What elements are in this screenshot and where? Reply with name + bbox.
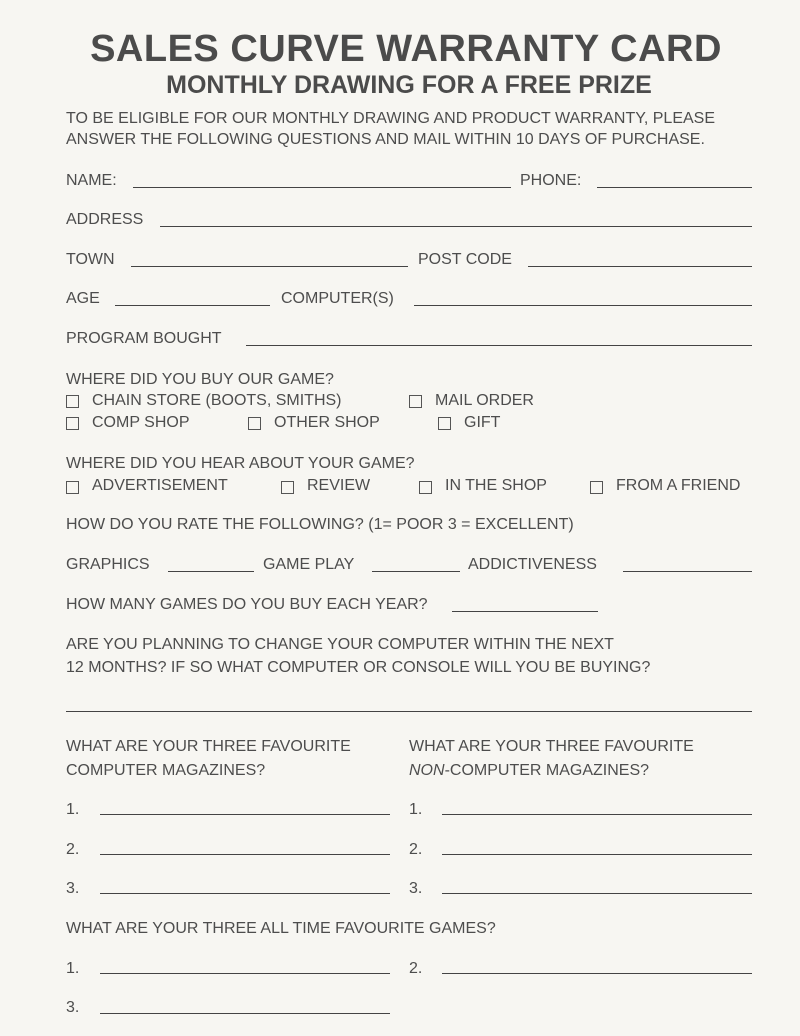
other-shop-checkbox[interactable] bbox=[248, 417, 261, 430]
review-checkbox[interactable] bbox=[281, 481, 294, 494]
noncomputer-magazine-2-field[interactable] bbox=[442, 854, 752, 855]
advertisement-checkbox[interactable] bbox=[66, 481, 79, 494]
change-computer-line-1: ARE YOU PLANNING TO CHANGE YOUR COMPUTER WITHIN THE NEXT bbox=[66, 636, 614, 653]
graphics-label: GRAPHICS bbox=[66, 556, 150, 573]
mail-order-label: MAIL ORDER bbox=[435, 392, 534, 409]
town-field[interactable] bbox=[131, 266, 408, 267]
name-label: NAME: bbox=[66, 172, 117, 189]
noncomputer-magazine-3-field[interactable] bbox=[442, 893, 752, 894]
noncomputer-mag-number-2: 2. bbox=[409, 841, 423, 858]
address-field[interactable] bbox=[160, 226, 752, 227]
where-hear-question: WHERE DID YOU HEAR ABOUT YOUR GAME? bbox=[66, 455, 415, 472]
mail-order-checkbox[interactable] bbox=[409, 395, 422, 408]
computer-magazines-question-2: COMPUTER MAGAZINES? bbox=[66, 762, 266, 779]
noncomputer-magazines-question-1: WHAT ARE YOUR THREE FAVOURITE bbox=[409, 738, 694, 755]
game-number-3: 3. bbox=[66, 999, 80, 1016]
computer-magazine-2-field[interactable] bbox=[100, 854, 390, 855]
computer-mag-number-3: 3. bbox=[66, 880, 80, 897]
computers-label: COMPUTER(S) bbox=[281, 290, 394, 307]
from-a-friend-checkbox[interactable] bbox=[590, 481, 603, 494]
comp-shop-checkbox[interactable] bbox=[66, 417, 79, 430]
computer-magazines-question-1: WHAT ARE YOUR THREE FAVOURITE bbox=[66, 738, 351, 755]
favourite-games-question: WHAT ARE YOUR THREE ALL TIME FAVOURITE GAMES? bbox=[66, 920, 496, 937]
comp-shop-label: COMP SHOP bbox=[92, 414, 190, 431]
favourite-game-1-field[interactable] bbox=[100, 973, 390, 974]
game-number-1: 1. bbox=[66, 960, 80, 977]
advertisement-label: ADVERTISEMENT bbox=[92, 477, 228, 494]
game-play-rating-field[interactable] bbox=[372, 571, 460, 572]
gift-label: GIFT bbox=[464, 414, 501, 431]
noncomputer-mag-number-1: 1. bbox=[409, 801, 423, 818]
chain-store-label: CHAIN STORE (BOOTS, SMITHS) bbox=[92, 392, 342, 409]
games-per-year-field[interactable] bbox=[452, 611, 598, 612]
noncomputer-magazines-rest: -COMPUTER MAGAZINES? bbox=[444, 762, 650, 779]
addictiveness-label: ADDICTIVENESS bbox=[468, 556, 597, 573]
computer-mag-number-1: 1. bbox=[66, 801, 80, 818]
game-number-2: 2. bbox=[409, 960, 423, 977]
town-label: TOWN bbox=[66, 251, 115, 268]
address-label: ADDRESS bbox=[66, 211, 144, 228]
program-bought-label: PROGRAM BOUGHT bbox=[66, 330, 222, 347]
in-the-shop-label: IN THE SHOP bbox=[445, 477, 547, 494]
noncomputer-magazines-question-2 bbox=[409, 762, 649, 780]
computers-field[interactable] bbox=[414, 305, 752, 306]
chain-store-checkbox[interactable] bbox=[66, 395, 79, 408]
games-per-year-question: HOW MANY GAMES DO YOU BUY EACH YEAR? bbox=[66, 596, 428, 613]
card-subtitle: MONTHLY DRAWING FOR A FREE PRIZE bbox=[166, 71, 652, 99]
other-shop-label: OTHER SHOP bbox=[274, 414, 380, 431]
post-code-label: POST CODE bbox=[418, 251, 512, 268]
in-the-shop-checkbox[interactable] bbox=[419, 481, 432, 494]
intro-line-2: ANSWER THE FOLLOWING QUESTIONS AND MAIL WITHIN 10 DAYS OF PURCHASE. bbox=[66, 131, 705, 148]
from-a-friend-label: FROM A FRIEND bbox=[616, 477, 741, 494]
rating-question: HOW DO YOU RATE THE FOLLOWING? (1= POOR 3 = EXCELLENT) bbox=[66, 516, 574, 533]
phone-field[interactable] bbox=[597, 187, 752, 188]
where-buy-question: WHERE DID YOU BUY OUR GAME? bbox=[66, 371, 334, 388]
computer-magazine-1-field[interactable] bbox=[100, 814, 390, 815]
card-title: SALES CURVE WARRANTY CARD bbox=[90, 28, 722, 70]
favourite-game-2-field[interactable] bbox=[442, 973, 752, 974]
post-code-field[interactable] bbox=[528, 266, 752, 267]
intro-line-1: TO BE ELIGIBLE FOR OUR MONTHLY DRAWING AND PRODUCT WARRANTY, PLEASE bbox=[66, 110, 716, 127]
change-computer-line-2: 12 MONTHS? IF SO WHAT COMPUTER OR CONSOLE WILL YOU BE BUYING? bbox=[66, 659, 651, 676]
computer-mag-number-2: 2. bbox=[66, 841, 80, 858]
program-bought-field[interactable] bbox=[246, 345, 752, 346]
age-label: AGE bbox=[66, 290, 100, 307]
graphics-rating-field[interactable] bbox=[168, 571, 254, 572]
change-computer-field[interactable] bbox=[66, 711, 752, 712]
noncomputer-mag-number-3: 3. bbox=[409, 880, 423, 897]
non-prefix: NON bbox=[409, 762, 445, 779]
noncomputer-magazine-1-field[interactable] bbox=[442, 814, 752, 815]
game-play-label: GAME PLAY bbox=[263, 556, 355, 573]
favourite-game-3-field[interactable] bbox=[100, 1013, 390, 1014]
gift-checkbox[interactable] bbox=[438, 417, 451, 430]
age-field[interactable] bbox=[115, 305, 270, 306]
review-label: REVIEW bbox=[307, 477, 371, 494]
name-field[interactable] bbox=[133, 187, 511, 188]
phone-label: PHONE: bbox=[520, 172, 582, 189]
addictiveness-rating-field[interactable] bbox=[623, 571, 752, 572]
computer-magazine-3-field[interactable] bbox=[100, 893, 390, 894]
